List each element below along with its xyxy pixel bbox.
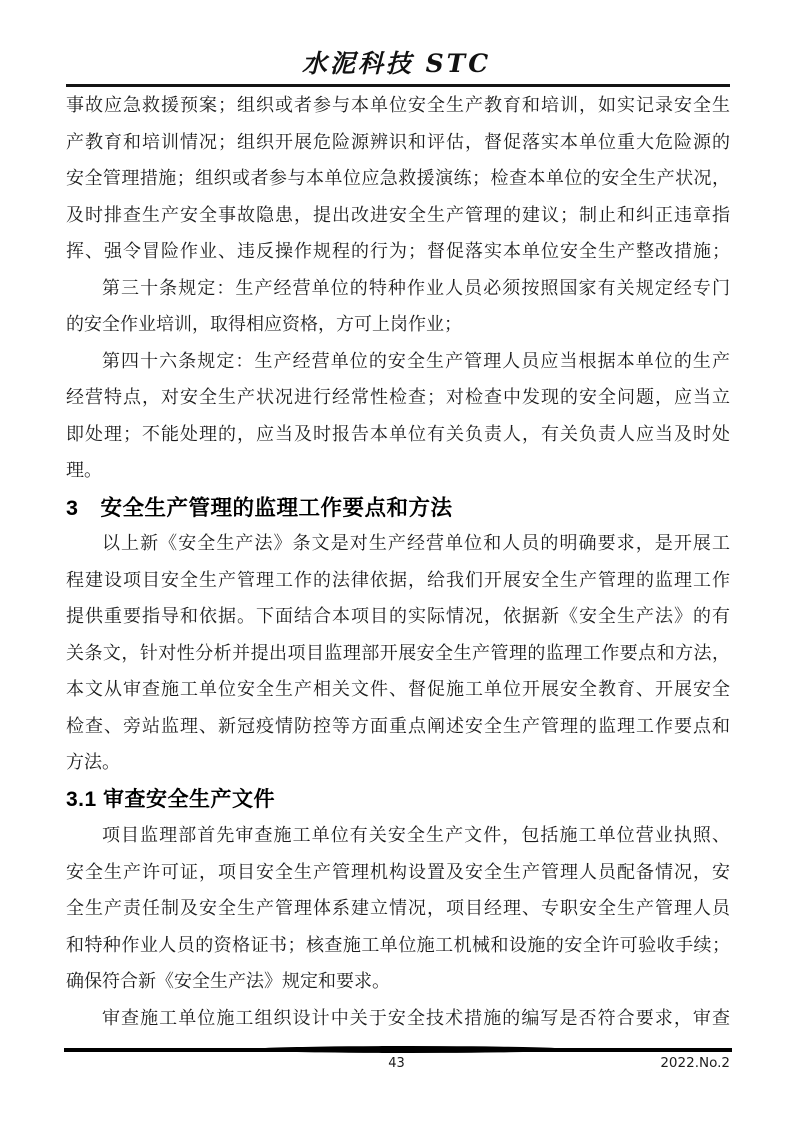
- text-line: 及时排查生产安全事故隐患，提出改进安全生产管理的建议；制止和纠正违章指: [66, 204, 730, 225]
- paragraph: [66, 270, 730, 343]
- section-heading: 3.1 审查安全生产文件: [66, 787, 276, 811]
- section-heading: 3 安全生产管理的监理工作要点和方法: [66, 495, 453, 520]
- text-line: 事故应急救援预案；组织或者参与本单位安全生产教育和培训，如实记录安全生: [66, 95, 730, 115]
- text-line: 审查施工单位施工组织设计中关于安全技术措施的编写是否符合要求，审查: [102, 1007, 730, 1028]
- text-line: 和特种作业人员的资格证书；核查施工单位施工机械和设施的安全许可验收手续；: [66, 934, 730, 955]
- paragraph: [66, 1000, 730, 1037]
- text-line: 第四十六条规定：生产经营单位的安全生产管理人员应当根据本单位的生产: [102, 350, 730, 371]
- text-line: 以上新《安全生产法》条文是对生产经营单位和人员的明确要求，是开展工: [102, 533, 730, 553]
- text-line: 全生产责任制及安全生产管理体系建立情况，项目经理、专职安全生产管理人员: [66, 898, 730, 918]
- paragraph: [66, 525, 730, 781]
- text-line: 项目监理部首先审查施工单位有关安全生产文件，包括施工单位营业执照、: [102, 825, 730, 845]
- text-line: 的安全作业培训，取得相应资格，方可上岗作业；: [66, 314, 462, 334]
- page-number: 43: [388, 1056, 405, 1071]
- text-line: 检查、旁站监理、新冠疫情防控等方面重点阐述安全生产管理的监理工作要点和: [66, 715, 730, 736]
- journal-title: 水泥科技 STC: [301, 49, 492, 78]
- text-line: 方法。: [66, 752, 120, 772]
- paragraph: [66, 817, 730, 1000]
- text-line: 程建设项目安全生产管理工作的法律依据，给我们开展安全生产管理的监理工作: [66, 569, 730, 590]
- footer-rule-bulge: [250, 1046, 570, 1053]
- page-body: [66, 87, 730, 1036]
- text-line: 关条文，针对性分析并提出项目监理部开展安全生产管理的监理工作要点和方法，: [66, 642, 730, 663]
- text-line: 挥、强令冒险作业、违反操作规程的行为；督促落实本单位安全生产整改措施；: [66, 241, 730, 261]
- text-line: 本文从审查施工单位安全生产相关文件、督促施工单位开展安全教育、开展安全: [66, 679, 730, 699]
- text-line: 产教育和培训情况；组织开展危险源辨识和评估，督促落实本单位重大危险源的: [66, 131, 730, 152]
- text-line: 即处理；不能处理的，应当及时报告本单位有关负责人，有关负责人应当及时处: [66, 423, 730, 444]
- text-line: 安全生产许可证，项目安全生产管理机构设置及安全生产管理人员配备情况，安: [66, 861, 730, 882]
- issue-number: 2022.No.2: [660, 1055, 730, 1071]
- text-line: 提供重要指导和依据。下面结合本项目的实际情况，依据新《安全生产法》的有: [66, 606, 730, 626]
- text-line: 安全管理措施；组织或者参与本单位应急救援演练；检查本单位的安全生产状况，: [66, 168, 730, 188]
- text-line: 确保符合新《安全生产法》规定和要求。: [66, 971, 390, 991]
- text-line: 第三十条规定：生产经营单位的特种作业人员必须按照国家有关规定经专门: [102, 277, 730, 298]
- text-line: 经营特点，对安全生产状况进行经常性检查；对检查中发现的安全问题，应当立: [66, 387, 730, 407]
- text-line: 理。: [66, 460, 102, 480]
- paragraph: [66, 343, 730, 489]
- paragraph: [66, 87, 730, 270]
